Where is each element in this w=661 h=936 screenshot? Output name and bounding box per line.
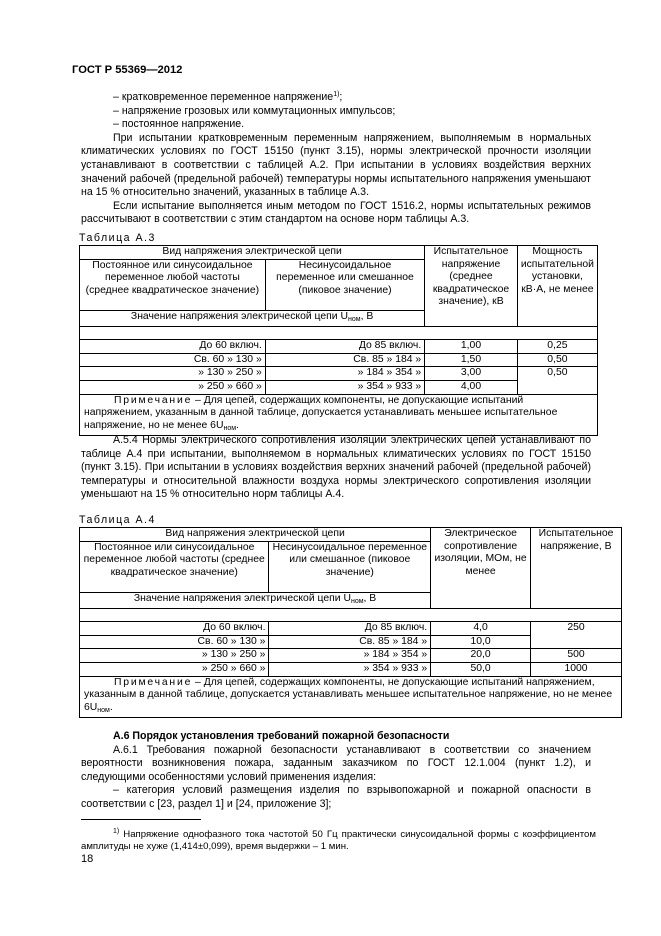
footnote-divider <box>81 819 201 820</box>
intro-paragraph-2: Если испытание выполняется иным методом по ГОСТ 1516.2, нормы испытательных режимов рассчитывают в соответствии с этим стандартом на основе норм таблицы А.3. <box>81 199 591 226</box>
table-row: » 250 » 660 » » 354 » 933 » 4,00 <box>80 380 598 394</box>
table-row: » 130 » 250 » » 184 » 354 » 20,0 500 <box>80 649 622 663</box>
table-a4 <box>79 527 622 718</box>
table-row: » 130 » 250 » » 184 » 354 » 3,00 0,50 <box>80 367 598 381</box>
intro-bullet-3: – постоянное напряжение. <box>113 118 245 131</box>
document-header: ГОСТ Р 55369—2012 <box>72 64 183 76</box>
table-row: » 250 » 660 » » 354 » 933 » 50,0 1000 <box>80 662 622 676</box>
intro-paragraph-1: При испытании кратковременным переменным напряжением, выполняемым в нормальных климатических условиях по ГОСТ 15150 (пункт 3.15), нормы электрической прочности изоляции устанавливают в соответствии с таблицей А.2. При испытании в условиях воздействия верхних значений рабочей (предельной рабочей) температуры нормы испытательного напряжения уменьшают на 15 % относительно значений, указанных в таблице А.3. <box>81 131 591 199</box>
table-a4-caption: Таблица А.4 <box>79 514 156 526</box>
page-number: 18 <box>81 853 94 865</box>
paragraph-a54: А.5.4 Нормы электрического сопротивления изоляции электрических цепей устанавливают по таблице А.4 при испытании, выполняемом в нормальных климатических условиях по ГОСТ 15150 (пункт 3.15). При испытании в условиях воздействия верхних значений рабочей (предельной рабочей) температуры и относительной влажности воздуха нормы электрического сопротивления изоляции уменьшают на 15 % относительно норм таблицы А.4. <box>81 434 591 501</box>
table-a3-caption: Таблица А.3 <box>79 232 156 244</box>
section-a6-bullet: – категория условий размещения изделия по взрывопожарной и пожарной опасности в соответствии с [23, раздел 1] и [24, приложение 3]; <box>81 784 591 810</box>
table-row: Св. 60 » 130 » Св. 85 » 184 » 1,50 0,50 <box>80 353 598 367</box>
table-row: До 60 включ. До 85 включ. 4,0 250 <box>80 622 622 636</box>
table-a3-note: Примечание – Для цепей, содержащих компоненты, не допускающие испытаний напряжением, указанным в данной таблице, допускается устанавливать меньшее испытательное напряжение, но не менее $6U_{ном}$. <box>80 394 598 436</box>
section-a6-title: А.6 Порядок установления требований пожарной безопасности <box>113 730 450 742</box>
table-a4-head-test: Испытательное напряжение, В <box>531 528 622 609</box>
table-a3-head-power: Мощность испытательной установки, кВ·А, не менее <box>517 246 597 327</box>
table-a4-head-value: Значение напряжения электрической цепи $U_{ном}$, В <box>80 592 431 609</box>
table-a3-spacer <box>80 327 598 340</box>
section-a6-paragraph: А.6.1 Требования пожарной безопасности устанавливают в соответствии со значением вероятности возникновения пожара, заданным заказчиком по ГОСТ 12.1.004 (пункт 1.2), и следующими особенностями условий применения изделия: <box>81 743 591 783</box>
footnote-ref: 1) <box>333 91 340 98</box>
table-a3-head-dc: Постоянное или синусоидальное переменное любой частоты (среднее квадратическое значение) <box>80 259 266 310</box>
table-row: До 60 включ. До 85 включ. 1,00 0,25 <box>80 340 598 354</box>
table-a3-head-test: Испытательное напряжение (среднее квадратическое значение), кВ <box>425 246 518 327</box>
section-a6 <box>81 730 591 812</box>
table-a3-head-value: Значение напряжения электрической цепи $U_{ном}$, В <box>80 310 425 327</box>
table-a4-head-ac: Несинусоидальное переменное или смешанное (пиковое значение) <box>269 541 431 592</box>
table-a4-head-resistance: Электрическое сопротивление изоляции, МОм, не менее <box>431 528 531 609</box>
footnote: $^{1)}$ Напряжение однофазного тока частотой 50 Гц практически синусоидальной формы с коэффициентом амплитуды не хуже (1,414±0,099), время выдержки – 1 мин. <box>81 828 596 853</box>
table-row: Св. 60 » 130 » Св. 85 » 184 » 10,0 <box>80 635 622 649</box>
table-a4-spacer <box>80 609 622 622</box>
table-a4-head-dc: Постоянное или синусоидальное переменное любой частоты (среднее квадратическое значение) <box>80 541 269 592</box>
table-a4-note: Примечание – Для цепей, содержащих компоненты, не допускающие испытаний напряжением, указанным в данной таблице, допускается устанавливать меньшее испытательное напряжение, но не менее $6U_{ном}$. <box>80 676 622 718</box>
intro-bullet-2: – напряжение грозовых или коммутационных импульсов; <box>113 104 396 117</box>
table-a3-head-main: Вид напряжения электрической цепи <box>80 246 425 260</box>
intro-block <box>81 88 591 227</box>
table-a4-head-main: Вид напряжения электрической цепи <box>80 528 431 542</box>
table-a3 <box>79 245 598 436</box>
table-a3-head-ac: Несинусоидальное переменное или смешанное (пиковое значение) <box>265 259 424 310</box>
intro-bullet-1: – кратковременное переменное напряжение$^{1)}$; <box>113 91 343 103</box>
